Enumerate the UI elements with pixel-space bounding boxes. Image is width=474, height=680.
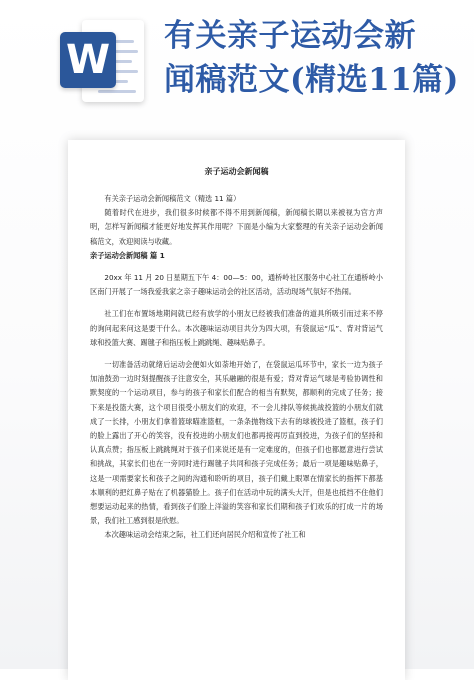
banner-title-line-1: 有关亲子运动会新 [164, 18, 416, 54]
spacer [90, 299, 383, 307]
banner-title [164, 14, 464, 102]
spacer [90, 263, 383, 271]
spacer [90, 350, 383, 358]
body-paragraph: 一切准备活动就绪后运动会便如火如荼地开始了，在袋鼠运瓜环节中，家长一边为孩子加油鼓劲一边时刻提醒孩子注意安全，其乐融融的很是有爱；背对背运气球是考验协调性和默契度的一个运动项目，参与的孩子和家长们配合的相当有默契，都顺利的完成了任务；接下来是投篮大赛，这个项目很受小朋友们的欢迎，不一会儿排队等候挑战投篮的小朋友们就成了一长排，小朋友们拿着篮球瞄准篮框，一条条抛物线下去有的球被投进了篮框，孩子们的脸上露出了开心的笑容，没有投进的小朋友们也都再接再厉直到投进，为孩子们的坚持和认真点赞；指压板上跳跳绳对于孩子们来说还是有一定难度的，但孩子们也都愿意进行尝试和挑战，其家长们也在一旁同时进行踢毽子共同和孩子完成任务；最后一项是趣味贴鼻子，这是一项需要家长和孩子之间的沟通和聆听的项目，孩子们戴上眼罩在情家长的指挥下都基本顺利的把红鼻子贴在了机器猫脸上。孩子们在活动中玩的满头大汗，但是也抵挡不住他们想要运动起来的热情，看到孩子们脸上洋溢的笑容和家长们期和孩子们欢乐的打成一片的场景，我们社工感到很是欣慰。 [90, 360, 383, 526]
word-document-icon [60, 18, 146, 104]
body-paragraph: 社工们在布置场地期间就已经有放学的小朋友已经被我们准备的道具所吸引而过来不停的询问起来问这是要干什么。本次趣味运动项目共分为四大项，有袋鼠运“瓜”、背对背运气球和投篮大赛、踢毽子和指压板上跳跳绳、趣味贴鼻子。 [90, 309, 383, 347]
document-line-graphic [98, 90, 136, 93]
banner [0, 0, 474, 120]
section-title: 亲子运动会新闻稿 篇 1 [90, 250, 165, 260]
body-paragraph: 本次趣味运动会结束之际，社工们还向居民介绍和宣传了社工和 [104, 530, 306, 540]
intro-paragraph: 随着时代在进步，我们很多时候都不得不用到新闻稿，新闻稿长期以来被视为官方声明，怎样写新闻稿才能更好地发挥其作用呢？下面是小编为大家整理的有关亲子运动会新闻稿范文，欢迎阅读与收藏。 [90, 208, 383, 246]
body-paragraph: 20xx 年 11 月 20 日星期五下午 4：00—5：00，通桥岭社区服务中心社工在通桥岭小区南门开展了一场我爱我家之亲子趣味运动会的社区活动，活动现场气氛好不热闹。 [90, 273, 383, 297]
intro-line: 有关亲子运动会新闻稿范文（精选 11 篇） [104, 194, 241, 203]
word-logo-letter: W [65, 37, 111, 83]
document-title: 亲子运动会新闻稿 [204, 167, 269, 176]
banner-title-line-2: 闻稿范文(精选11篇) [164, 62, 459, 98]
word-logo-tile [60, 32, 116, 88]
document-page [68, 140, 405, 680]
